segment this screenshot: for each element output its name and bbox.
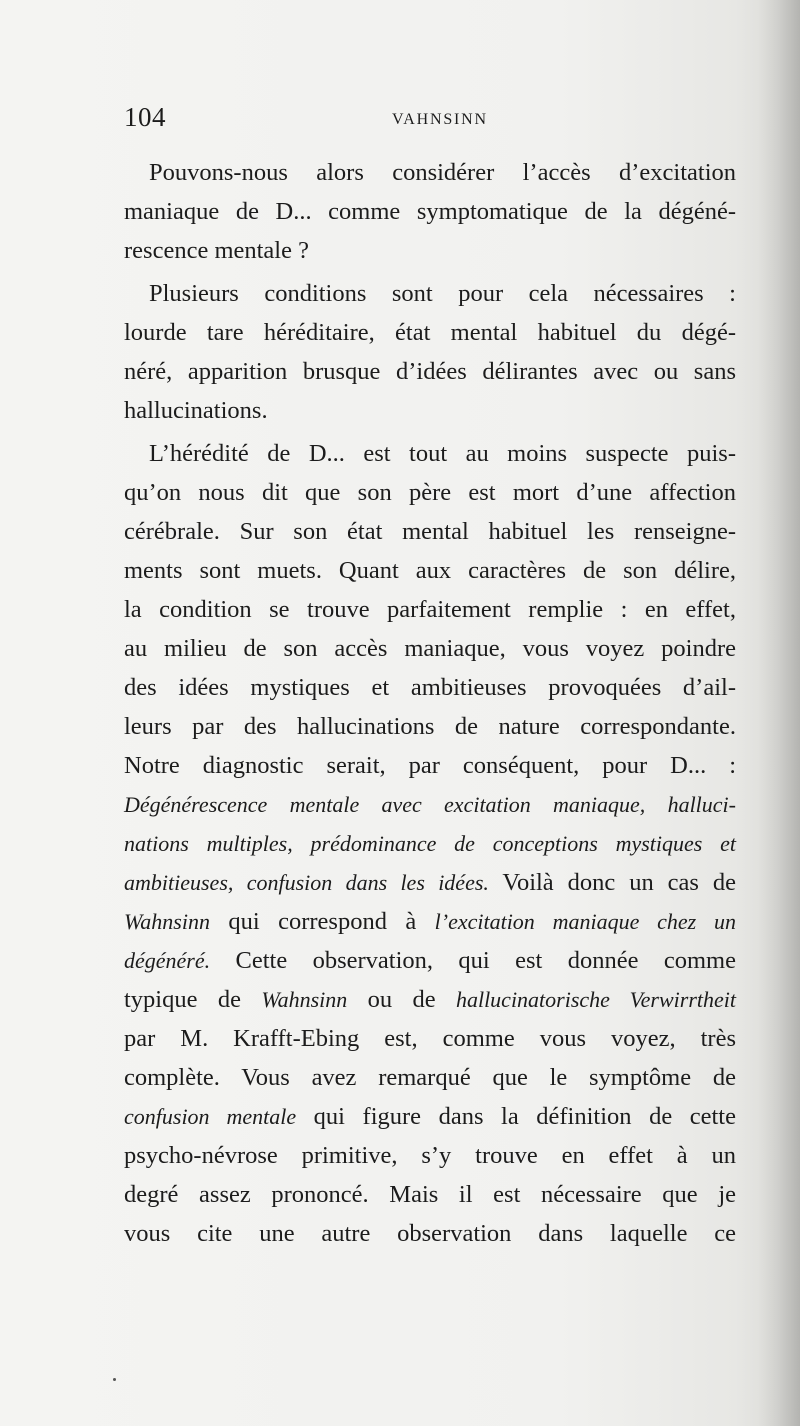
text-run: Cette observation, qui est donnée comme — [210, 947, 736, 974]
text-run: maniaque de D... comme symptomatique de la dégéné- — [124, 198, 736, 225]
text-line — [124, 352, 736, 391]
italic-text: Wahnsinn — [124, 909, 210, 934]
text-run: Pouvons-nous alors considérer l’accès d’excitation — [149, 159, 736, 186]
text-run: des idées mystiques et ambitieuses provoquées d’ail- — [124, 674, 736, 701]
text-line — [124, 473, 736, 512]
text-line — [124, 590, 736, 629]
text-run: degré assez prononcé. Mais il est nécessaire que je — [124, 1181, 736, 1208]
text-line — [124, 668, 736, 707]
text-run: au milieu de son accès maniaque, vous voyez poindre — [124, 635, 736, 662]
body-text — [124, 153, 736, 1253]
text-run: Plusieurs conditions sont pour cela nécessaires : — [149, 280, 736, 307]
text-run: qu’on nous dit que son père est mort d’une affection — [124, 479, 736, 506]
text-run: Notre diagnostic serait, par conséquent, pour D... : — [124, 752, 736, 779]
text-run: rescence mentale ? — [124, 237, 309, 264]
text-run: ou de — [347, 986, 456, 1013]
text-line — [124, 980, 736, 1019]
text-line — [124, 231, 736, 270]
italic-text: Wahnsinn — [261, 987, 348, 1012]
text-run: néré, apparition brusque d’idées délirantes avec ou sans — [124, 358, 736, 385]
text-line — [124, 192, 736, 231]
italic-text: Dégénérescence mentale avec excitation maniaque, halluci- — [124, 792, 736, 817]
text-run: L’hérédité de D... est tout au moins suspecte puis- — [149, 440, 736, 467]
text-line — [124, 434, 736, 473]
text-line — [124, 902, 736, 941]
text-run: par M. Krafft-Ebing est, comme vous voyez, très — [124, 1025, 736, 1052]
text-line — [124, 1019, 736, 1058]
page-gutter-shadow — [758, 0, 800, 1426]
text-line — [124, 153, 736, 192]
text-run: hallucinations. — [124, 397, 268, 424]
paragraph — [124, 434, 736, 1253]
text-run: qui figure dans la définition de cette — [296, 1103, 736, 1130]
text-run: complète. Vous avez remarqué que le symptôme de — [124, 1064, 736, 1091]
text-line — [124, 1097, 736, 1136]
text-line — [124, 629, 736, 668]
text-run: vous cite une autre observation dans laquelle ce — [124, 1220, 736, 1247]
italic-text: hallucinatorische Verwirrtheit — [455, 987, 736, 1012]
text-run: qui correspond à — [209, 908, 435, 935]
text-line — [124, 1136, 736, 1175]
text-run: lourde tare héréditaire, état mental habituel du dégé- — [124, 319, 736, 346]
text-line — [124, 707, 736, 746]
paragraph — [124, 153, 736, 270]
ink-speck — [113, 1378, 116, 1381]
italic-text: nations multiples, prédominance de conceptions mystiques et — [124, 831, 736, 856]
text-run: Voilà donc un cas de — [488, 869, 736, 896]
text-line — [124, 313, 736, 352]
italic-text: confusion mentale — [124, 1104, 297, 1129]
text-run: psycho-névrose primitive, s’y trouve en effet à un — [124, 1142, 736, 1169]
text-run: leurs par des hallucinations de nature correspondante. — [124, 713, 736, 740]
paragraph — [124, 274, 736, 430]
text-line — [124, 274, 736, 313]
page-number: 104 — [124, 102, 166, 132]
running-title: VAHNSINN — [392, 111, 488, 128]
text-run: ments sont muets. Quant aux caractères de son délire, — [124, 557, 736, 584]
text-line — [124, 941, 736, 980]
text-line — [124, 1175, 736, 1214]
italic-text: ambitieuses, confusion dans les idées. — [124, 870, 489, 895]
text-line — [124, 512, 736, 551]
italic-text: l’excitation maniaque chez un — [434, 909, 736, 934]
text-line — [124, 746, 736, 785]
text-line — [124, 1058, 736, 1097]
text-line — [124, 1214, 736, 1253]
text-line — [124, 551, 736, 590]
text-run: la condition se trouve parfaitement remplie : en effet, — [124, 596, 736, 623]
text-line — [124, 863, 736, 902]
text-line — [124, 785, 736, 824]
text-run: cérébrale. Sur son état mental habituel les renseigne- — [124, 518, 736, 545]
italic-text: dégénéré. — [124, 948, 211, 973]
text-run: typique de — [124, 986, 262, 1013]
text-line — [124, 391, 736, 430]
text-line — [124, 824, 736, 863]
